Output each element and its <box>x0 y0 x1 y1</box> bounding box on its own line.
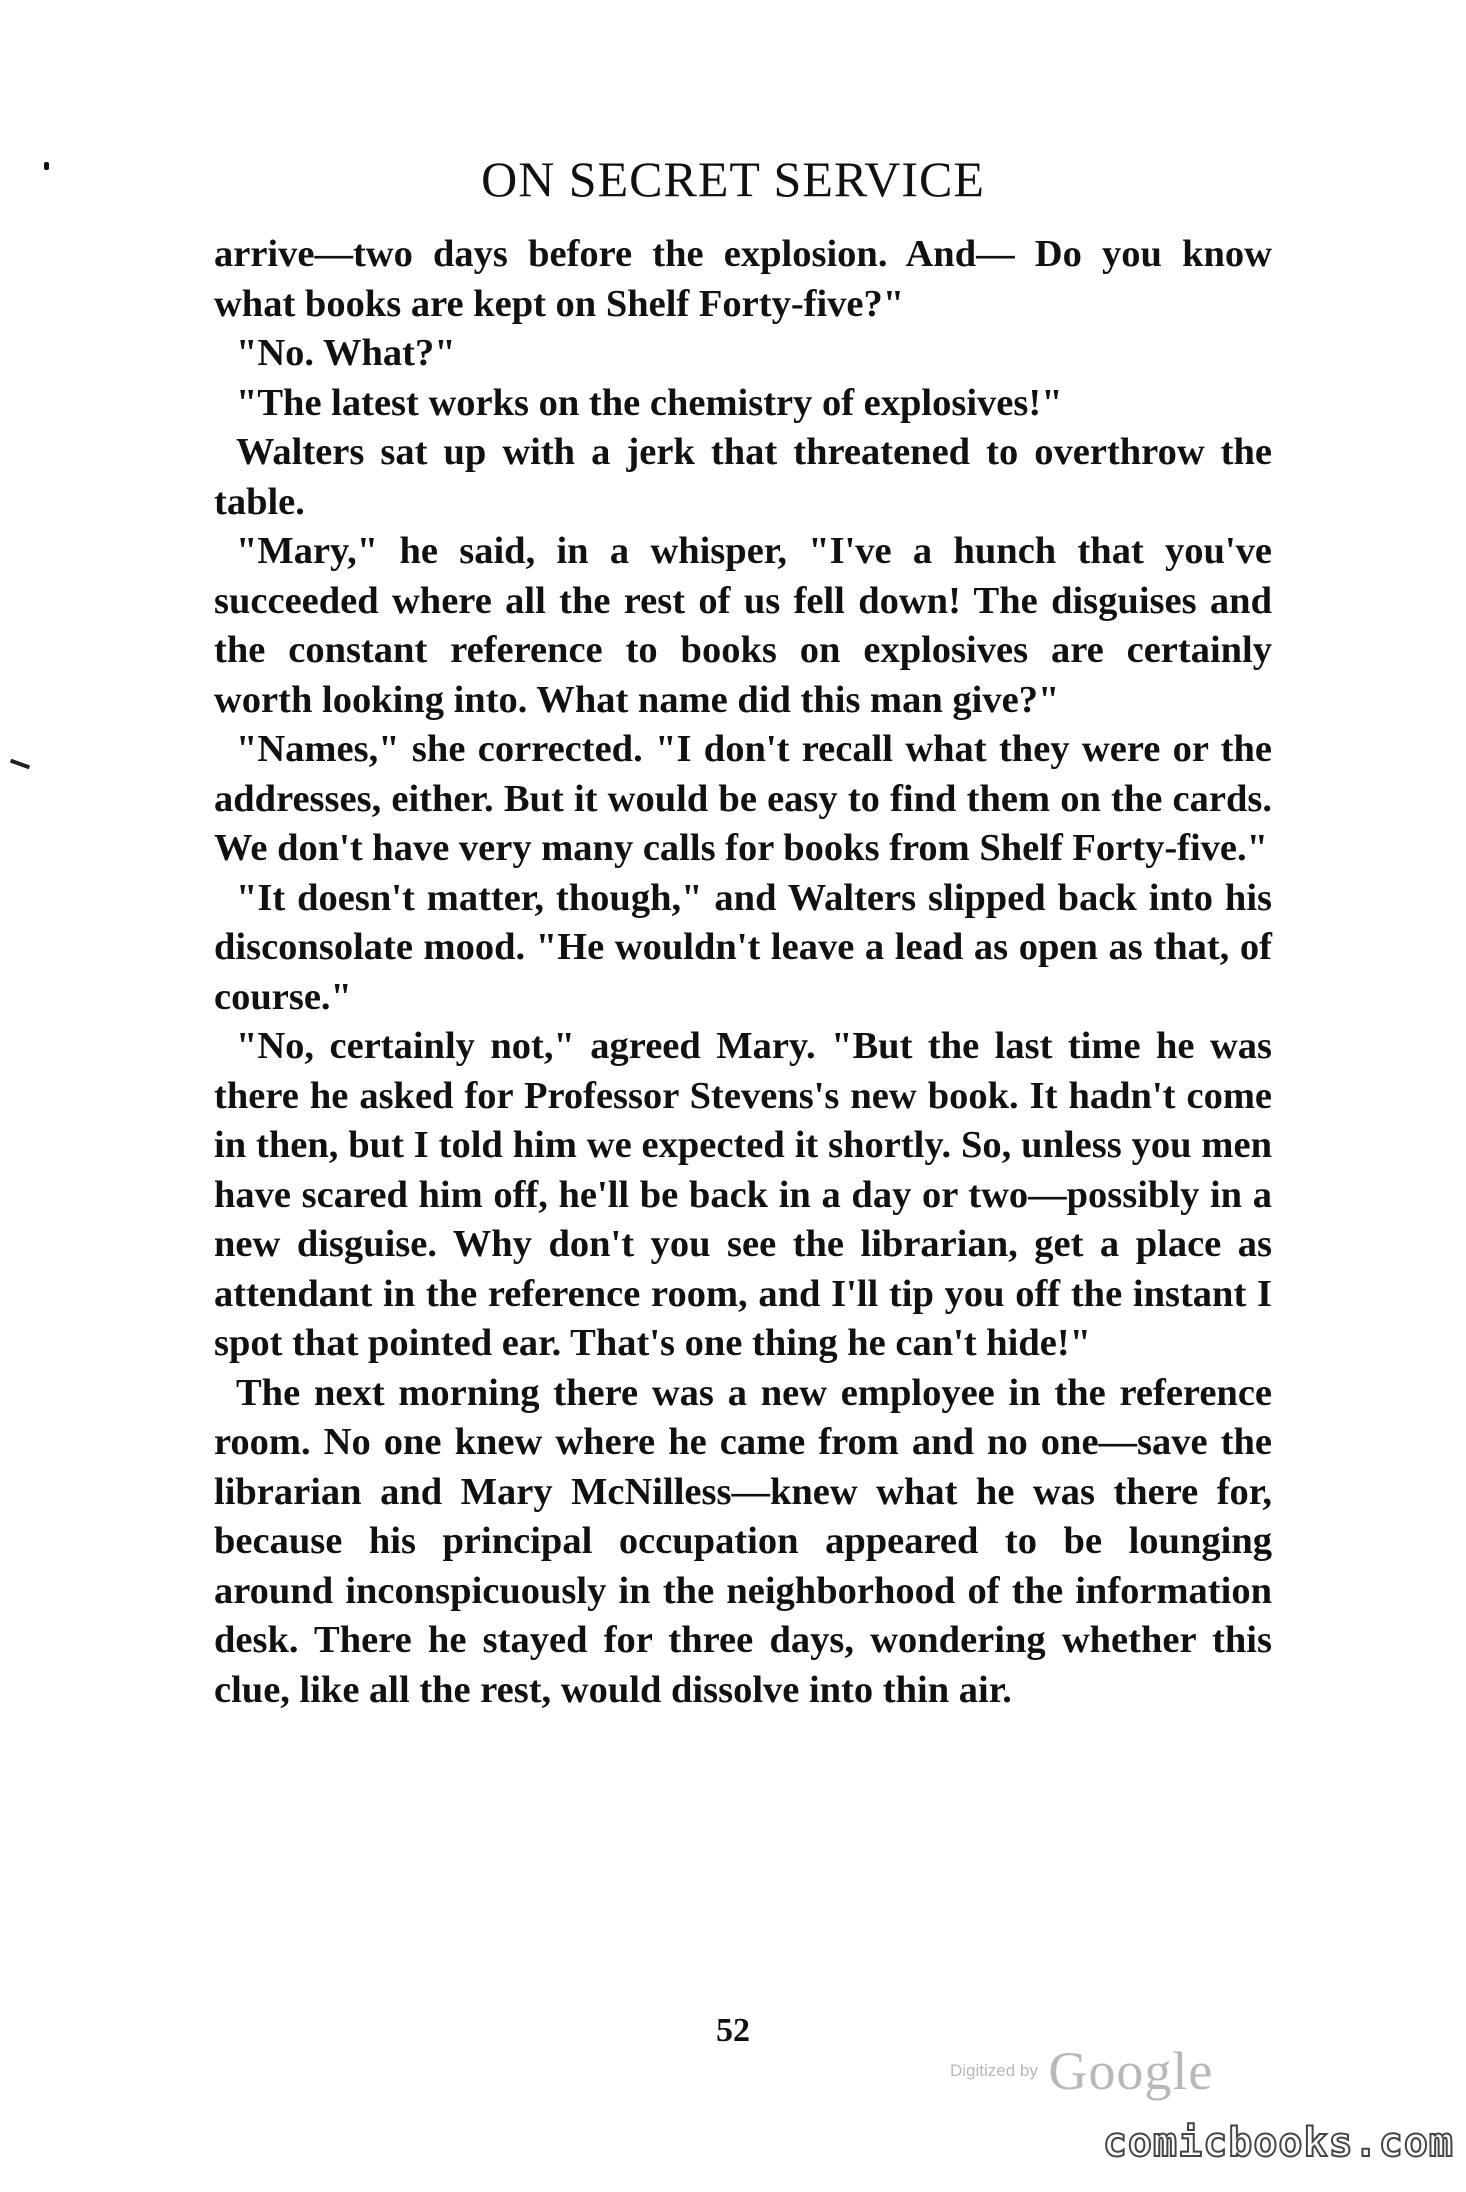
site-watermark: comicbooks.com <box>1102 2120 1454 2166</box>
paragraph-1: arrive—two days before the explosion. And— Do you know what books are kept on Shelf Forty-five?" <box>214 233 1272 325</box>
digitized-prefix: Digitized by <box>950 2061 1038 2080</box>
google-wordmark: Google <box>1048 2041 1214 2101</box>
running-title: ON SECRET SERVICE <box>481 151 985 207</box>
page-body <box>214 230 1272 1715</box>
paragraph-5: "Mary," he said, in a whisper, "I've a hunch that you've succeeded where all the rest of us fell down! The disguises and the constant reference to books on explosives are certainly worth looking into. What name did this man give?" <box>214 530 1272 721</box>
paragraph-2: "No. What?" <box>236 332 456 374</box>
paragraph-7: "It doesn't matter, though," and Walters slipped back into his disconsolate mood. "He wouldn't leave a lead as open as that, of course." <box>214 876 1272 1018</box>
paragraph-9: The next morning there was a new employee in the reference room. No one knew where he came from and no one—save the librarian and Mary McNilless—knew what he was there for, because his principal occupation appeared to be lounging around inconspicuously in the neighborhood of the information desk. There he stayed for three days, wondering whether this clue, like all the rest, would dissolve into thin air. <box>214 1371 1272 1711</box>
paragraph-8: "No, certainly not," agreed Mary. "But the last time he was there he asked for Professor Stevens's new book. It hadn't come in then, but I told him we expected it shortly. So, unless you men have scared him off, he'll be back in a day or two—possibly in a new disguise. Why don't you see the librarian, get a place as attendant in the reference room, and I'll tip you off the instant I spot that pointed ear. That's one thing he can't hide!" <box>214 1025 1272 1364</box>
paragraph-6: "Names," she corrected. "I don't recall what they were or the addresses, either. But it would be easy to find them on the cards. We don't have very many calls for books from Shelf Forty-five." <box>214 728 1272 869</box>
paragraph-4: Walters sat up with a jerk that threatened to overthrow the table. <box>214 431 1272 523</box>
page-number: 52 <box>716 2012 750 2049</box>
margin-dash-mark <box>10 759 30 770</box>
paragraph-3: "The latest works on the chemistry of explosives!" <box>236 381 1063 424</box>
digitized-by-google-logo <box>950 2040 1280 2100</box>
